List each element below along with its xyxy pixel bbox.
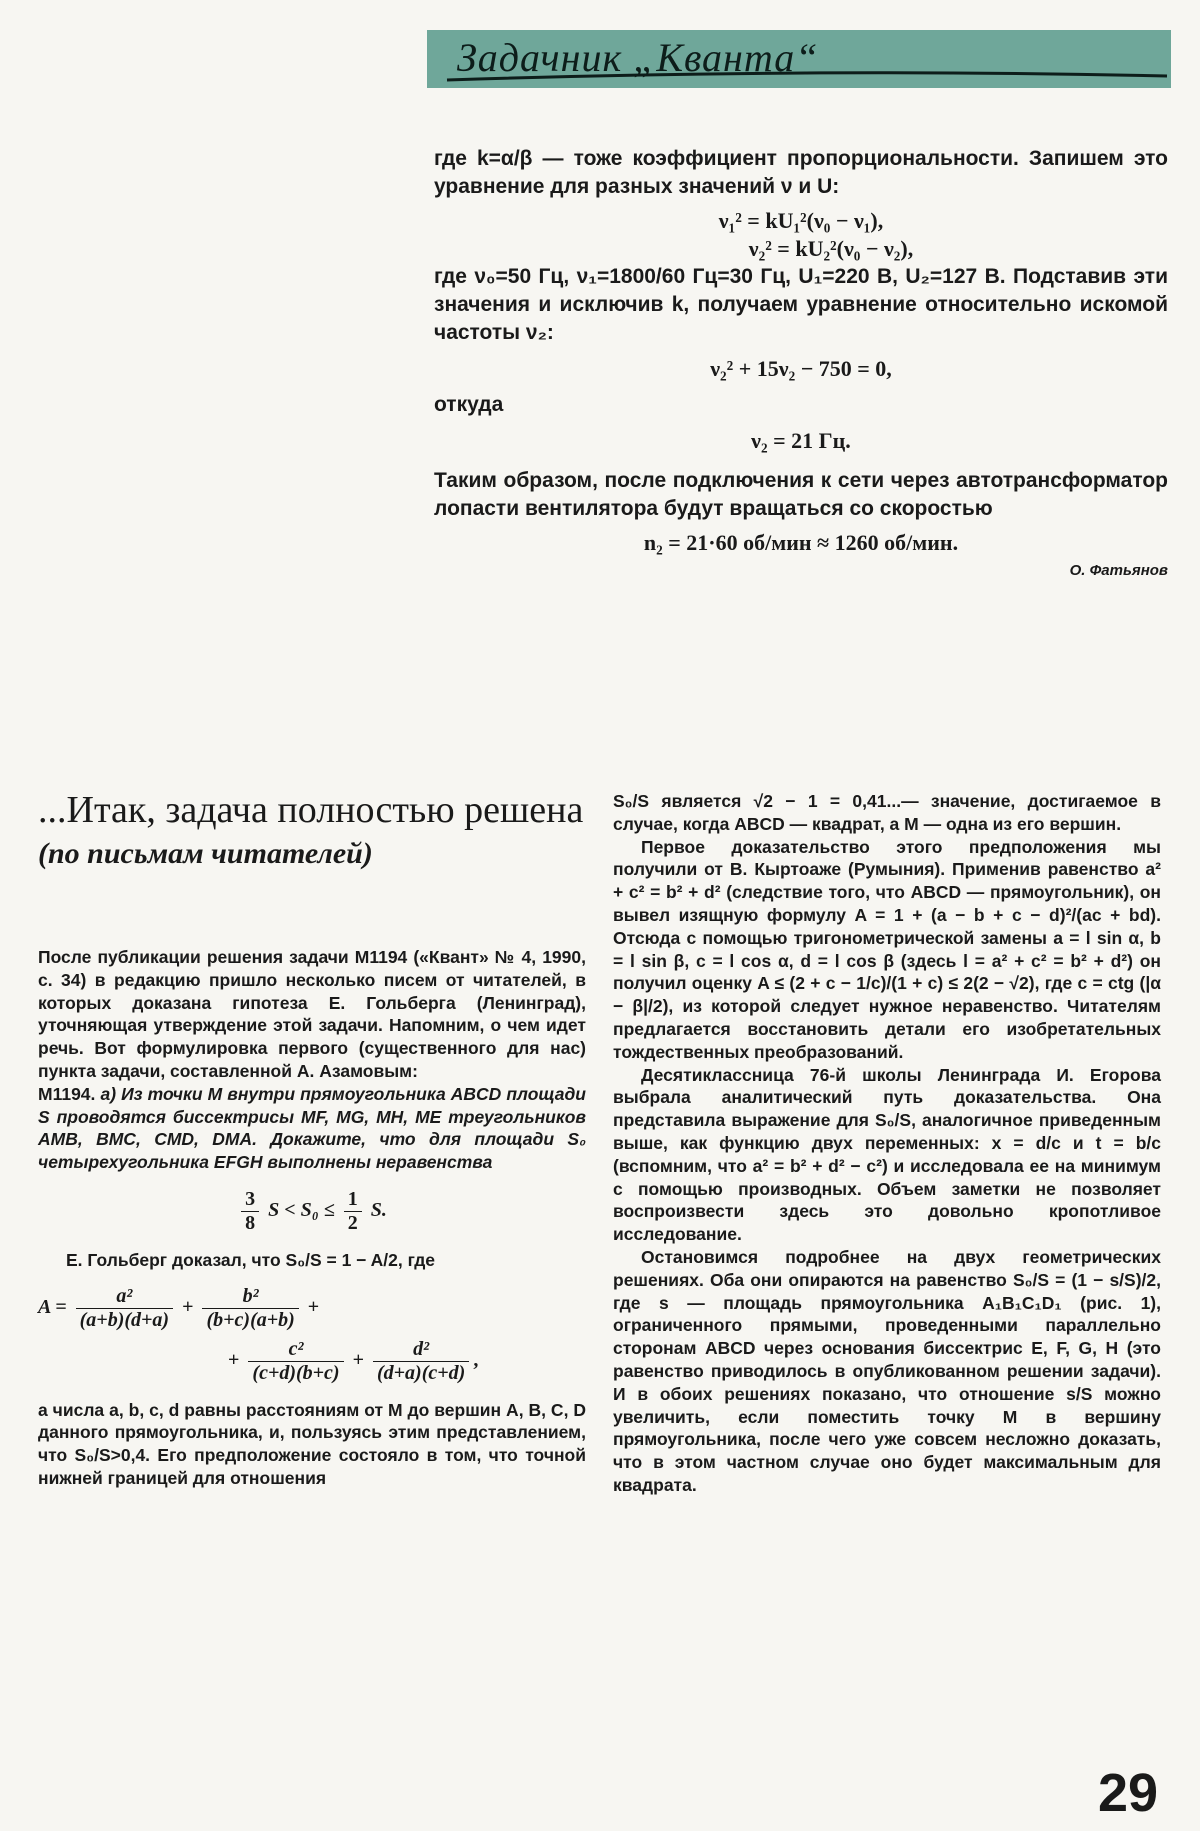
formula-A-label: A = bbox=[38, 1296, 67, 1319]
equation-5: n₂ = 21·60 об/мин ≈ 1260 об/мин. bbox=[643, 530, 959, 555]
ineq-left-num: 3 bbox=[241, 1188, 259, 1212]
term-1-den: (a+b)(d+a) bbox=[79, 1309, 170, 1332]
equation-1: ν₁² = kU₁²(ν₀ − ν₁), bbox=[718, 208, 884, 233]
left-column bbox=[38, 946, 586, 1490]
term-3-num: c² bbox=[248, 1338, 343, 1362]
left-paragraph-3: Е. Гольберг доказал, что S₀/S = 1 − A/2, где bbox=[66, 1249, 436, 1270]
equation-3: ν₂² + 15ν₂ − 750 = 0, bbox=[710, 356, 892, 381]
ineq-right-num: 1 bbox=[344, 1188, 362, 1212]
top-column bbox=[434, 145, 1168, 585]
ineq-left-den: 8 bbox=[245, 1211, 256, 1234]
term-2-num: b² bbox=[202, 1285, 298, 1309]
article-subtitle: (по письмам читателей) bbox=[38, 837, 373, 870]
banner-title: Задачник „Кванта“ bbox=[457, 35, 819, 80]
right-paragraph-4: Остановимся подробнее на двух геометрических решениях. Оба они опираются на равенство S₀/S = (1 − s/S)/2, где s — площадь прямоугольника A₁B₁C₁D₁ (рис. 1), ограниченного прямыми, проведенными параллельно сторонам ABCD через основания биссектрис E, F, G, H (это равенство приводилось в опубликованном решении задачи). И в обоих решениях показано, что отношение s/S можно увеличить, если поместить точку M в вершину прямоугольника, после чего уже совсем несложно доказать, что в этом частном случае оно будет максимальным для квадрата. bbox=[613, 1246, 1161, 1495]
term-1-num: a² bbox=[76, 1285, 173, 1309]
problem-label: М1194. bbox=[38, 1083, 96, 1104]
equation-2: ν₂² = kU₂²(ν₀ − ν₂), bbox=[748, 236, 914, 261]
top-paragraph-1: где k=α/β — тоже коэффициент пропорциональности. Запишем это уравнение для разных значений ν и U: bbox=[434, 147, 1168, 198]
top-paragraph-3: откуда bbox=[434, 393, 504, 416]
term-4-num: d² bbox=[373, 1338, 469, 1362]
left-paragraph-1: После публикации решения задачи М1194 («Квант» № 4, 1990, с. 34) в редакцию пришло несколько писем от читателей, в которых доказана гипотеза Е. Гольберга (Ленинград), уточняющая утверждение этой задачи. Напомним, о чем идет речь. Вот формулировка первого (существенного для нас) пункта задачи, составленной А. Азамовым: bbox=[38, 947, 586, 1081]
inequality bbox=[38, 1188, 586, 1235]
term-4-den: (d+a)(c+d) bbox=[377, 1361, 466, 1384]
right-paragraph-1: S₀/S является √2 − 1 = 0,41...— значение, достигаемое в случае, когда ABCD — квадрат, а M — одна из его вершин. bbox=[613, 791, 1161, 834]
ineq-right-den: 2 bbox=[347, 1211, 358, 1234]
left-paragraph-4: а числа a, b, c, d равны расстояниям от M до вершин A, B, C, D данного прямоугольника, и, пользуясь этим представлением, что S₀/S>0,4. Его предположение состояло в том, что точной нижней границей для отношения bbox=[38, 1399, 586, 1488]
ineq-mid: S < S₀ ≤ bbox=[268, 1198, 335, 1221]
right-paragraph-3: Десятиклассница 76-й школы Ленинграда И. Егорова выбрала аналитический путь доказательства. Она представила выражение для S₀/S, аналогичное приведенным выше, как функцию двух переменных: x = d/c и t = b/c (вспомним, что a² = b² + d² − c²) и исследовала ее на минимум с помощью производных. Объем заметки не позволяет воспроизвести здесь это довольно кропотливое исследование. bbox=[613, 1064, 1161, 1245]
problem-statement: а) Из точки М внутри прямоугольника ABCD площади S проводятся биссектрисы MF, MG, MH, ME треугольников AMB, BMC, CMD, DMA. Докажите, что для площади S₀ четырехугольника EFGH выполнены неравенства bbox=[38, 1083, 586, 1173]
article-title: ...Итак, задача полностью решена bbox=[38, 789, 584, 831]
top-paragraph-2: где ν₀=50 Гц, ν₁=1800/60 Гц=30 Гц, U₁=220 В, U₂=127 В. Подставив эти значения и исключив k, получаем уравнение относительно искомой частоты ν₂: bbox=[434, 265, 1168, 344]
ineq-end: S. bbox=[370, 1198, 387, 1221]
equation-4: ν₂ = 21 Гц. bbox=[751, 428, 851, 453]
right-paragraph-2: Первое доказательство этого предположения мы получили от В. Кыртоаже (Румыния). Применив равенство a² + c² = b² + d² (следствие того, что ABCD — прямоугольник), он вывел изящную формулу A = 1 + (a − b + c − d)²/(ac + bd). Отсюда с помощью тригонометрической замены a = l sin α, b = l sin β, c = l cos α, d = l cos β (здесь l = a² + c² = b² + d²) он получил оценку A ≤ (2 + c − 1/c)/(1 + c) ≤ 2(2 − √2), где c = ctg (|α − β|/2), из которой следует нужное неравенство. Читателям предлагается восстановить детали его изобретательных тождественных преобразований. bbox=[613, 836, 1161, 1062]
top-paragraph-4: Таким образом, после подключения к сети через автотрансформатор лопасти вентилятора будут вращаться со скоростью bbox=[434, 469, 1168, 520]
term-3-den: (c+d)(b+c) bbox=[252, 1361, 340, 1384]
section-banner bbox=[427, 30, 1171, 88]
formula-A: A = $\frac{\text{a²}}{(a+b)(d+a)}$ + $\frac{\text{b²}}{(b+c)(a+b)}$ + + $\frac{\text{c²}}{(c+d)(b+c)}$ + $\frac{\text{d²}}{(d+a)(c+d)}$ , bbox=[38, 1285, 479, 1384]
article-headline bbox=[38, 788, 586, 876]
term-2-den: (b+c)(a+b) bbox=[206, 1309, 295, 1332]
right-column bbox=[613, 790, 1161, 1497]
signature: О. Фатьянов bbox=[1069, 562, 1168, 579]
page-number: 29 bbox=[1098, 1763, 1159, 1823]
